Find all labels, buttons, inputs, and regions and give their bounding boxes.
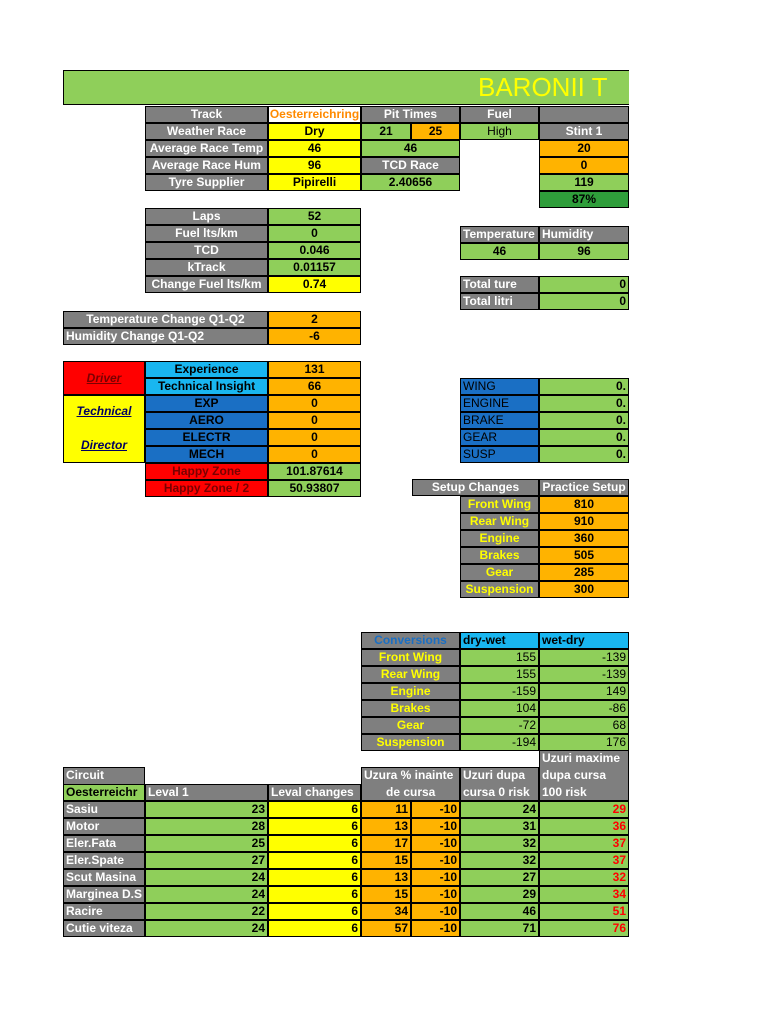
change-fuel-value: 0.74 [268, 276, 361, 293]
technical-director-cell [63, 395, 145, 463]
conv-suspension-wd: 176 [539, 734, 629, 751]
conv-rear-wing-dw: 155 [460, 666, 539, 683]
fuel-value: High [460, 123, 539, 140]
dupa-header-line-1: Uzuri dupa [463, 768, 525, 782]
wear-level-changes: 6 [268, 886, 361, 903]
avg-temp-pit: 46 [361, 140, 460, 157]
sheet-title: BARONII T [478, 72, 608, 102]
wear-after-race: 31 [460, 818, 539, 835]
max-header [539, 750, 629, 801]
engine-part-value: 0. [539, 395, 629, 412]
avg-hum-value: 96 [268, 157, 361, 174]
wear-max: 32 [539, 869, 629, 886]
wear-after-race: 46 [460, 903, 539, 920]
uzura-header-line-2: de cursa [386, 785, 436, 799]
avg-hum-label: Average Race Hum [145, 157, 268, 174]
happy-zone-value: 101.87614 [268, 463, 361, 480]
wear-after-race: 27 [460, 869, 539, 886]
wear-uzura: 57 [361, 920, 411, 937]
fuel-km-label: Fuel lts/km [145, 225, 268, 242]
circuit-label: Circuit [63, 767, 145, 785]
aero-value: 0 [268, 412, 361, 429]
tcd-race-label: TCD Race [361, 157, 460, 174]
technical-insight-value: 66 [268, 378, 361, 395]
wear-part-label: Racire [63, 903, 145, 920]
circuit-value: Oesterreichr [63, 784, 145, 801]
avg-temp-value: 46 [268, 140, 361, 157]
tyre-label: Tyre Supplier [145, 174, 268, 191]
temperature-value: 46 [460, 243, 539, 260]
setup-suspension-value: 300 [539, 581, 629, 598]
wear-part-label: Eler.Spate [63, 852, 145, 869]
driver-label: Driver [86, 371, 122, 385]
track-value: Oesterreichring [269, 107, 360, 121]
engine-part-label: ENGINE [460, 395, 539, 412]
experience-label: Experience [145, 361, 268, 378]
total-ture-label: Total ture [460, 276, 539, 293]
setup-suspension-label: Suspension [460, 581, 539, 598]
max-header-line-1: Uzuri maxime [542, 751, 621, 765]
conv-gear-wd: 68 [539, 717, 629, 734]
wear-after-race: 29 [460, 886, 539, 903]
gear-part-value: 0. [539, 429, 629, 446]
wet-dry-header: wet-dry [539, 632, 629, 649]
wear-max: 37 [539, 835, 629, 852]
weather-value: Dry [268, 123, 361, 140]
wear-part-label: Sasiu [63, 801, 145, 818]
level-header: Leval 1 [145, 784, 268, 801]
wear-uzura: 11 [361, 801, 411, 818]
brake-label: BRAKE [460, 412, 539, 429]
stint-value-1: 20 [539, 140, 629, 157]
wear-adjust: -10 [411, 920, 460, 937]
pit-time-1: 21 [361, 123, 411, 140]
wear-after-race: 32 [460, 835, 539, 852]
conv-brakes-label: Brakes [361, 700, 460, 717]
wear-level-changes: 6 [268, 852, 361, 869]
wear-level: 23 [145, 801, 268, 818]
level-changes-header: Leval changes [268, 784, 361, 801]
wear-after-race: 32 [460, 852, 539, 869]
stint-label: Stint 1 [539, 123, 629, 140]
wear-adjust: -10 [411, 903, 460, 920]
director-label: Director [80, 438, 127, 452]
wear-adjust: -10 [411, 852, 460, 869]
ktrack-value: 0.01157 [268, 259, 361, 276]
conv-rear-wing-wd: -139 [539, 666, 629, 683]
pit-time-2: 25 [411, 123, 460, 140]
setup-changes-header: Setup Changes [412, 479, 539, 496]
brake-value: 0. [539, 412, 629, 429]
max-header-line-3: 100 risk [542, 785, 587, 799]
conv-front-wing-wd: -139 [539, 649, 629, 666]
wear-level-changes: 6 [268, 801, 361, 818]
conv-suspension-label: Suspension [361, 734, 460, 751]
setup-gear-label: Gear [460, 564, 539, 581]
wear-max: 29 [539, 801, 629, 818]
laps-value: 52 [268, 208, 361, 225]
wear-adjust: -10 [411, 869, 460, 886]
wear-adjust: -10 [411, 801, 460, 818]
electr-label: ELECTR [145, 429, 268, 446]
setup-front-wing-value: 810 [539, 496, 629, 513]
wear-adjust: -10 [411, 818, 460, 835]
conv-gear-dw: -72 [460, 717, 539, 734]
setup-rear-wing-label: Rear Wing [460, 513, 539, 530]
wear-level: 27 [145, 852, 268, 869]
dupa-header [460, 767, 539, 801]
wear-uzura: 34 [361, 903, 411, 920]
humidity-label: Humidity [539, 226, 629, 243]
wear-level-changes: 6 [268, 818, 361, 835]
technical-label: Technical [76, 404, 132, 418]
wear-level-changes: 6 [268, 835, 361, 852]
max-header-line-2: dupa cursa [542, 768, 607, 782]
conv-front-wing-label: Front Wing [361, 649, 460, 666]
conv-brakes-dw: 104 [460, 700, 539, 717]
wear-uzura: 13 [361, 818, 411, 835]
wear-level: 25 [145, 835, 268, 852]
track-label: Track [145, 106, 268, 123]
happy-zone-half-label: Happy Zone / 2 [145, 480, 268, 497]
wear-max: 51 [539, 903, 629, 920]
wear-uzura: 15 [361, 852, 411, 869]
change-fuel-label: Change Fuel lts/km [145, 276, 268, 293]
technical-insight-label: Technical Insight [145, 378, 268, 395]
conv-front-wing-dw: 155 [460, 649, 539, 666]
stint-value-2: 0 [539, 157, 629, 174]
conv-engine-label: Engine [361, 683, 460, 700]
ktrack-label: kTrack [145, 259, 268, 276]
hum-change-value: -6 [268, 328, 361, 345]
wing-value: 0. [539, 378, 629, 395]
electr-value: 0 [268, 429, 361, 446]
setup-brakes-label: Brakes [460, 547, 539, 564]
dupa-header-line-2: cursa 0 risk [463, 785, 530, 799]
wear-adjust: -10 [411, 835, 460, 852]
happy-zone-label: Happy Zone [145, 463, 268, 480]
wear-part-label: Eler.Fata [63, 835, 145, 852]
wear-level: 28 [145, 818, 268, 835]
wear-max: 76 [539, 920, 629, 937]
susp-value: 0. [539, 446, 629, 463]
conv-rear-wing-label: Rear Wing [361, 666, 460, 683]
wear-part-label: Cutie viteza [63, 920, 145, 937]
wear-max: 34 [539, 886, 629, 903]
total-ture-value: 0 [539, 276, 629, 293]
wear-after-race: 71 [460, 920, 539, 937]
conv-engine-wd: 149 [539, 683, 629, 700]
wear-adjust: -10 [411, 886, 460, 903]
driver-label-cell [63, 361, 145, 395]
wear-level: 24 [145, 869, 268, 886]
weather-label: Weather Race [145, 123, 268, 140]
wear-level: 24 [145, 886, 268, 903]
blank-header [539, 106, 629, 123]
susp-label: SUSP [460, 446, 539, 463]
temperature-label: Temperature [460, 226, 539, 243]
stint-value-4: 87% [539, 191, 629, 208]
setup-gear-value: 285 [539, 564, 629, 581]
setup-rear-wing-value: 910 [539, 513, 629, 530]
uzura-header [361, 767, 460, 801]
stint-value-3: 119 [539, 174, 629, 191]
wear-part-label: Scut Masina [63, 869, 145, 886]
temp-change-value: 2 [268, 311, 361, 328]
wear-level-changes: 6 [268, 869, 361, 886]
tcd-value: 0.046 [268, 242, 361, 259]
aero-label: AERO [145, 412, 268, 429]
wear-level: 22 [145, 903, 268, 920]
wear-part-label: Marginea D.S [63, 886, 145, 903]
tcd-race-value: 2.40656 [361, 174, 460, 191]
hum-change-label: Humidity Change Q1-Q2 [63, 328, 268, 345]
pit-times-label: Pit Times [361, 106, 460, 123]
fuel-km-value: 0 [268, 225, 361, 242]
total-litri-value: 0 [539, 293, 629, 310]
wear-uzura: 15 [361, 886, 411, 903]
happy-zone-half-value: 50.93807 [268, 480, 361, 497]
wear-after-race: 24 [460, 801, 539, 818]
gear-part-label: GEAR [460, 429, 539, 446]
mech-label: MECH [145, 446, 268, 463]
wear-level: 24 [145, 920, 268, 937]
humidity-value: 96 [539, 243, 629, 260]
conv-brakes-wd: -86 [539, 700, 629, 717]
tcd-label: TCD [145, 242, 268, 259]
setup-engine-label: Engine [460, 530, 539, 547]
wear-uzura: 13 [361, 869, 411, 886]
conv-suspension-dw: -194 [460, 734, 539, 751]
experience-value: 131 [268, 361, 361, 378]
setup-brakes-value: 505 [539, 547, 629, 564]
exp-label: EXP [145, 395, 268, 412]
temp-change-label: Temperature Change Q1-Q2 [63, 311, 268, 328]
conv-engine-dw: -159 [460, 683, 539, 700]
exp-value: 0 [268, 395, 361, 412]
avg-temp-label: Average Race Temp [145, 140, 268, 157]
laps-label: Laps [145, 208, 268, 225]
dry-wet-header: dry-wet [460, 632, 539, 649]
wear-level-changes: 6 [268, 903, 361, 920]
wear-level-changes: 6 [268, 920, 361, 937]
conversions-header: Conversions [361, 632, 460, 649]
uzura-header-line-1: Uzura % inainte [364, 768, 454, 782]
mech-value: 0 [268, 446, 361, 463]
setup-engine-value: 360 [539, 530, 629, 547]
wing-label: WING [460, 378, 539, 395]
setup-front-wing-label: Front Wing [460, 496, 539, 513]
wear-part-label: Motor [63, 818, 145, 835]
wear-uzura: 17 [361, 835, 411, 852]
wear-max: 36 [539, 818, 629, 835]
conv-gear-label: Gear [361, 717, 460, 734]
wear-max: 37 [539, 852, 629, 869]
tyre-value: Pipirelli [268, 174, 361, 191]
practice-setup-header: Practice Setup [539, 479, 629, 496]
fuel-label: Fuel [460, 106, 539, 123]
total-litri-label: Total litri [460, 293, 539, 310]
